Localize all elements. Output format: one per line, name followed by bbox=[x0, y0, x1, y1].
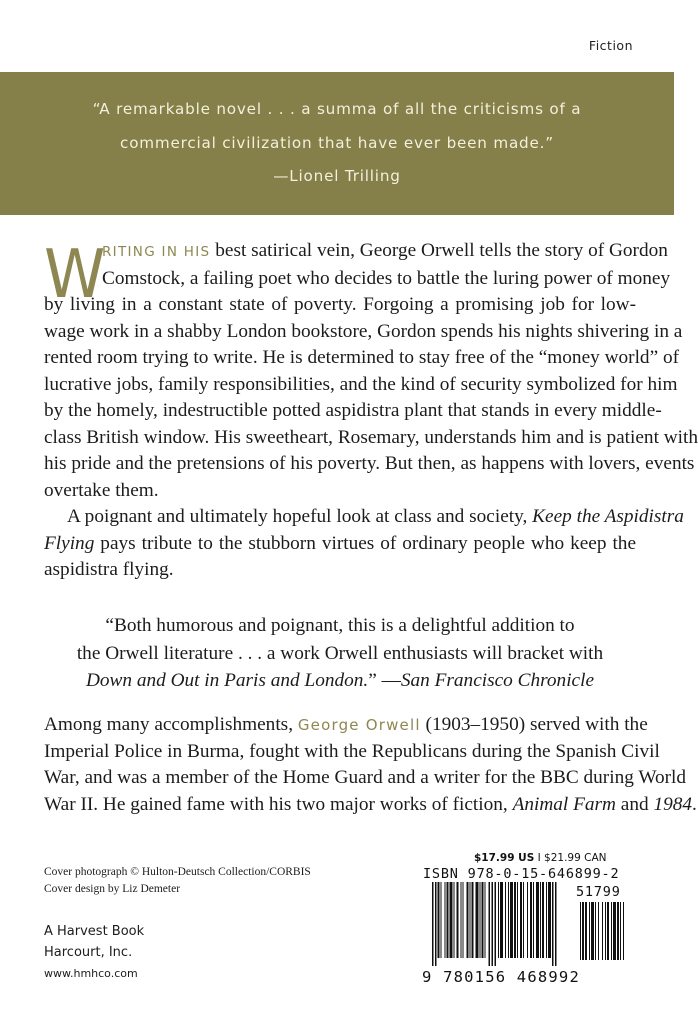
work-title: 1984 bbox=[653, 793, 692, 815]
barcode-bar bbox=[607, 902, 609, 960]
publisher-url: www.hmhco.com bbox=[44, 967, 138, 980]
publisher-info bbox=[44, 921, 144, 984]
category-label: Fiction bbox=[588, 38, 633, 53]
barcode-bar bbox=[447, 882, 449, 958]
barcode-bar bbox=[540, 882, 541, 958]
barcode-bar bbox=[591, 902, 594, 960]
barcode-bar bbox=[533, 882, 534, 958]
desc-line: by the homely, indestructible potted aspidistra plant that stands in every middle- bbox=[44, 400, 662, 421]
author-name: George Orwell bbox=[297, 716, 421, 734]
barcode-bar bbox=[546, 882, 547, 958]
front-quote-line-1: “A remarkable novel . . . a summa of all the criticisms of a bbox=[92, 100, 582, 118]
desc-line: class British window. His sweetheart, Rosemary, understands him and is patient with bbox=[44, 426, 698, 448]
review-source: San Francisco Chronicle bbox=[400, 670, 595, 691]
desc-line: wage work in a shabby London bookstore, Gordon spends his nights shivering in a bbox=[44, 320, 683, 342]
barcode-bar bbox=[467, 882, 469, 958]
barcode-bar bbox=[510, 882, 513, 958]
barcode-bar bbox=[548, 882, 551, 958]
photo-credit: Cover photograph © Hulton-Deutsch Collection/CORBIS bbox=[44, 866, 311, 878]
bio-line: Among many accomplishments, George Orwell (1903–1950) served with the bbox=[44, 714, 648, 735]
barcode-bar bbox=[472, 882, 474, 958]
barcode-bar bbox=[580, 902, 581, 960]
desc-line: A poignant and ultimately hopeful look at class and society, Keep the Aspidistra bbox=[67, 506, 684, 527]
publisher-name: Harcourt, Inc. bbox=[44, 945, 133, 960]
barcode-bar bbox=[505, 882, 506, 958]
barcode-bar bbox=[492, 882, 494, 966]
barcode-digits: 9 780156 468992 bbox=[422, 968, 580, 986]
barcode-bar bbox=[441, 882, 442, 958]
barcode-bar bbox=[595, 902, 596, 960]
barcode-bar bbox=[489, 882, 491, 966]
review-line: Down and Out in Paris and London.” —San Francisco Chronicle bbox=[85, 670, 595, 691]
bio-line: War II. He gained fame with his two major works of fiction, Animal Farm and 1984. bbox=[44, 793, 697, 815]
barcode-bar bbox=[582, 902, 584, 960]
front-quote-band bbox=[0, 72, 674, 215]
desc-line: Flying pays tribute to the stubborn virtues of ordinary people who keep the bbox=[44, 532, 636, 554]
barcode-bar bbox=[617, 902, 619, 960]
barcode-bar bbox=[435, 882, 437, 966]
barcode-bar bbox=[517, 882, 518, 958]
addon-barcode bbox=[580, 902, 636, 974]
price-line: $17.99 US I $21.99 CAN bbox=[474, 852, 607, 864]
barcode-bar bbox=[463, 882, 464, 958]
barcode-bar bbox=[611, 902, 612, 960]
barcode-bar bbox=[613, 902, 616, 960]
barcode-bar bbox=[605, 902, 606, 960]
barcode-bar bbox=[495, 882, 497, 966]
barcode-bar bbox=[585, 902, 587, 960]
barcode-bar bbox=[527, 882, 528, 958]
cover-credits bbox=[44, 864, 311, 898]
bio-line: Imperial Police in Burma, fought with the Republicans during the Spanish Civil bbox=[44, 740, 660, 762]
barcode-bar bbox=[470, 882, 471, 958]
price-addon-number: 51799 bbox=[576, 884, 621, 900]
desc-line: his pride and the pretensions of his poverty. But then, as happens with lovers, events bbox=[44, 453, 695, 474]
isbn-label: ISBN 978-0-15-646899-2 bbox=[423, 866, 620, 882]
barcode-bar bbox=[520, 882, 522, 958]
barcode-bar bbox=[620, 902, 621, 960]
barcode-bar bbox=[514, 882, 516, 958]
price-can: $21.99 CAN bbox=[544, 852, 607, 864]
barcode-bar bbox=[508, 882, 509, 958]
drop-cap: W bbox=[44, 234, 106, 314]
barcode-bar bbox=[432, 882, 434, 966]
review-book-title: Down and Out in Paris and London. bbox=[85, 670, 369, 691]
barcode-bar bbox=[457, 882, 459, 958]
front-quote-line-2: commercial civilization that have ever been made.” bbox=[120, 134, 554, 152]
barcode-bar bbox=[482, 882, 484, 958]
desc-line: overtake them. bbox=[44, 479, 159, 501]
book-title: Keep the Aspidistra bbox=[532, 506, 684, 527]
barcode-bar bbox=[589, 902, 590, 960]
imprint: A Harvest Book bbox=[44, 924, 145, 939]
barcode-bar bbox=[536, 882, 539, 958]
barcode-bar bbox=[530, 882, 532, 958]
lead-small-caps: RITING IN HIS bbox=[102, 244, 211, 260]
work-title: Animal Farm bbox=[512, 793, 616, 815]
barcode-bar bbox=[598, 902, 599, 960]
barcode-bar bbox=[480, 882, 481, 958]
design-credit: Cover design by Liz Demeter bbox=[44, 883, 181, 895]
desc-line: by living in a constant state of poverty. Forgoing a promising job for low- bbox=[44, 294, 636, 315]
bio-line: War, and was a member of the Home Guard and a writer for the BBC during World bbox=[44, 767, 687, 788]
barcode-bar bbox=[485, 882, 486, 958]
author-bio bbox=[44, 712, 697, 818]
desc-line: RITING IN HIS best satirical vein, George Orwell tells the story of Gordon bbox=[102, 240, 668, 261]
book-title: Flying bbox=[44, 532, 95, 554]
barcode-bar bbox=[454, 882, 455, 958]
barcode-bar bbox=[552, 882, 554, 966]
front-quote-attribution: —Lionel Trilling bbox=[273, 167, 401, 185]
barcode-bar bbox=[523, 882, 524, 958]
barcode-bar bbox=[450, 882, 453, 958]
barcode-bar bbox=[476, 882, 479, 958]
barcode-bar bbox=[602, 902, 603, 960]
barcode-bar bbox=[542, 882, 544, 958]
desc-line: lucrative jobs, family responsibilities, and the kind of security symbolized for him bbox=[44, 373, 678, 395]
price-us: $17.99 US bbox=[474, 852, 535, 864]
barcode-bar bbox=[623, 902, 624, 960]
desc-line: aspidistra flying. bbox=[44, 559, 174, 580]
desc-line: rented room trying to write. He is determined to stay free of the “money world” of bbox=[44, 347, 680, 368]
review-line: the Orwell literature . . . a work Orwell enthusiasts will bracket with bbox=[76, 642, 604, 664]
barcode-bar bbox=[500, 882, 503, 958]
review-line: “Both humorous and poignant, this is a delightful addition to bbox=[105, 615, 575, 636]
review-quote bbox=[44, 612, 636, 695]
barcode-bar bbox=[555, 882, 557, 966]
desc-line: Comstock, a failing poet who decides to battle the luring power of money bbox=[102, 267, 671, 289]
barcode-bar bbox=[438, 882, 440, 958]
barcode-bar bbox=[498, 882, 499, 958]
barcode-bar bbox=[445, 882, 446, 958]
book-description bbox=[44, 234, 698, 584]
isbn-barcode bbox=[432, 882, 574, 974]
barcode-bar bbox=[461, 882, 462, 958]
